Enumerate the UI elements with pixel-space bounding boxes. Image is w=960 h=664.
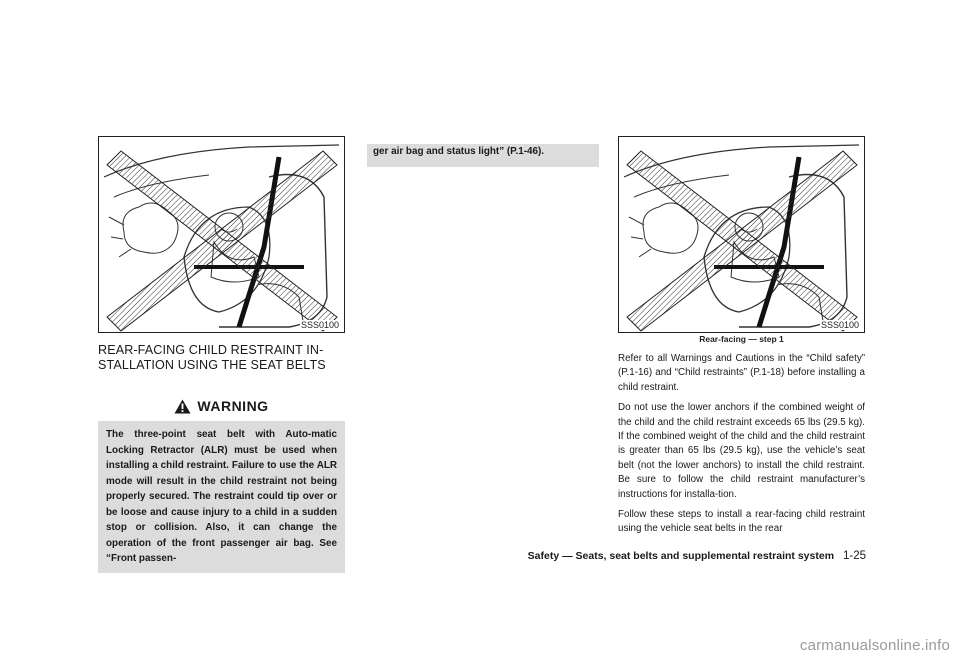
body-paragraph-1: Refer to all Warnings and Cautions in the “Child safety” (P.1-16) and “Child restraints” (P.1-18) before installing a child restraint. [618, 353, 865, 393]
figure-airbag-warning-left [98, 136, 345, 333]
figure-caption: Rear-facing — step 1 [699, 334, 784, 344]
page-number: 1-25 [842, 550, 866, 562]
warning-label: WARNING [197, 398, 269, 414]
figure-rear-facing-step-1 [618, 136, 865, 333]
warning-text: The three-point seat belt with Auto-matic Locking Retractor (ALR) must be used when installing a child restraint. Failure to use the ALR mode will result in the child restraint not being properly secured. The restraint could tip over or be loose and cause injury to a child in a sudden stop or collision. Also, it can change the operation of the front passenger air bag. See “Front passen- [106, 429, 337, 564]
section-title: REAR-FACING CHILD RESTRAINT IN- STALLATION USING THE SEAT BELTS [98, 343, 326, 372]
warning-box [98, 383, 345, 573]
right-column [618, 136, 865, 543]
figure-code: SSS0100 [300, 320, 339, 330]
body-paragraph-3: Follow these steps to install a rear-facing child restraint using the vehicle seat belts in the rear [618, 509, 865, 535]
body-paragraph-2: Do not use the lower anchors if the combined weight of the child and the child restraint exceeds 65 lbs (29.5 kg). If the combined weight of the child and the child restraint is greater than 65 lbs (29.5 kg), use the vehicle’s seat belt (not the lower anchors) to install the child restraint. Be sure to follow the child restraint manufacturer’s instructions for installa-tion. [618, 402, 865, 500]
figure-code: SSS0100 [820, 320, 859, 330]
watermark: carmanualsonline.info [799, 637, 950, 654]
warning-text-continued: ger air bag and status light” (P.1-46). [367, 144, 599, 167]
footer-section-title: Safety — Seats, seat belts and supplemental restraint system [527, 550, 835, 562]
left-column [98, 136, 345, 573]
middle-column [367, 136, 599, 167]
page-footer [528, 550, 866, 562]
warning-triangle-icon [174, 399, 191, 414]
child-seat-illustration [619, 137, 864, 332]
warning-header [98, 383, 345, 421]
child-seat-illustration [99, 137, 344, 332]
